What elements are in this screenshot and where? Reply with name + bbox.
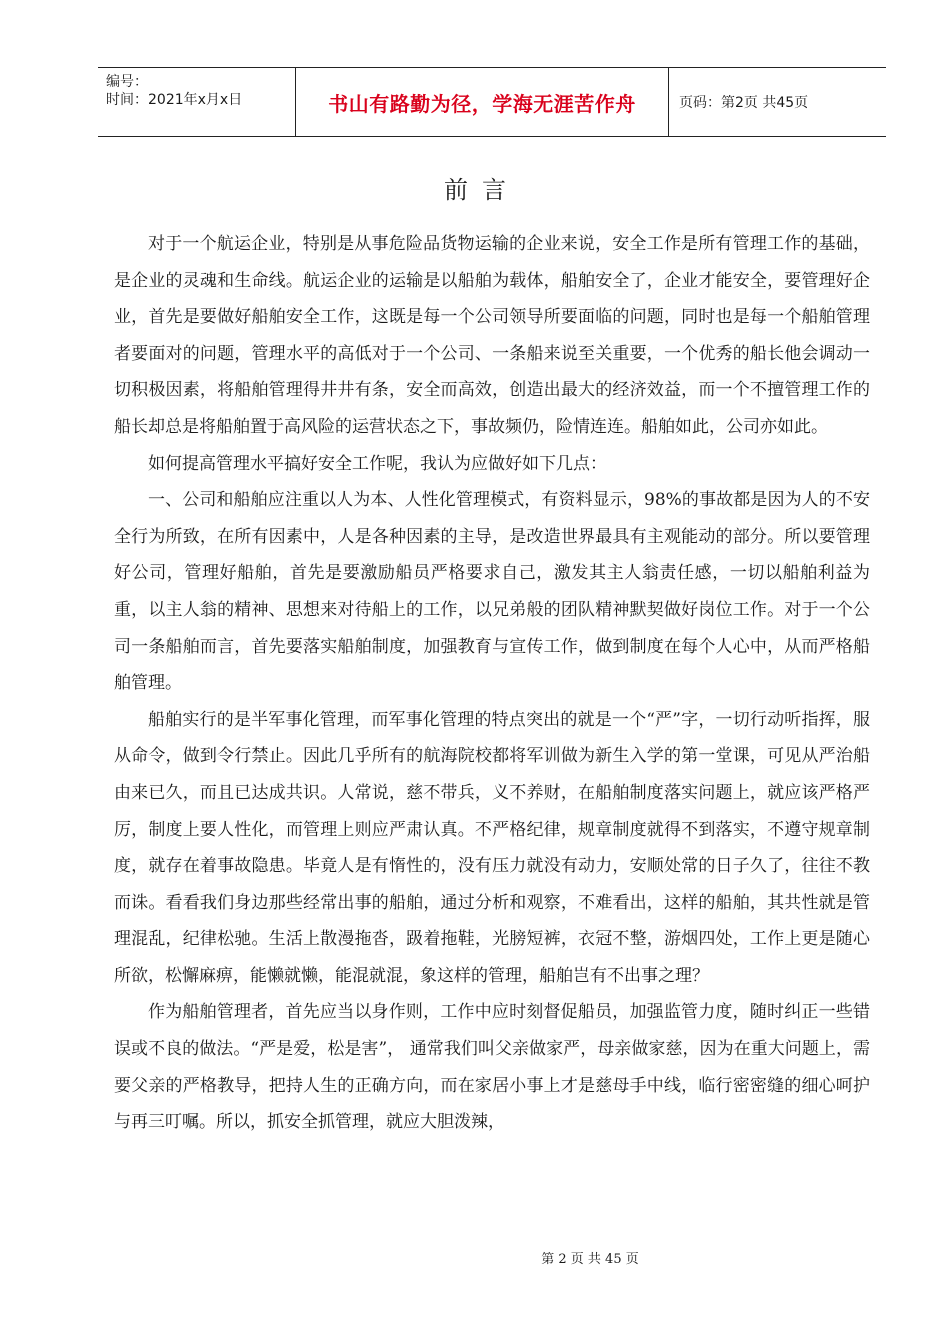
paragraph: 船舶实行的是半军事化管理，而军事化管理的特点突出的就是一个“严”字，一切行动听指挥，服从命令，做到令行禁止。因此几乎所有的航海院校都将军训做为新生入学的第一堂课，可见从严治船由来已久，而且已达成共识。人常说，慈不带兵，义不养财，在船舶制度落实问题上，就应该严格严厉，制度上要人性化，而管理上则应严肃认真。不严格纪律，规章制度就得不到落实，不遵守规章制度，就存在着事故隐患。毕竟人是有惰性的，没有压力就没有动力，安顺处常的日子久了，往往不教而诛。看看我们身边那些经常出事的船舶，通过分析和观察，不难看出，这样的船舶，其共性就是管理混乱，纪律松驰。生活上散漫拖沓，趿着拖鞋，光膀短裤，衣冠不整，游烟四处，工作上更是随心所欲，松懈麻痹，能懒就懒，能混就混，象这样的管理，船舶岂有不出事之理？ xyxy=(114,709,870,986)
header-meta xyxy=(98,68,296,136)
page-footer: 第 2 页 共 45 页 xyxy=(541,1252,639,1267)
document-body xyxy=(114,226,870,1141)
header-motto: 书山有路勤为径，学海无涯苦作舟 xyxy=(296,68,669,136)
document-title: 前言 xyxy=(444,176,520,204)
paragraph: 作为船舶管理者，首先应当以身作则，工作中应时刻督促船员，加强监管力度，随时纠正一些错误或不良的做法。“严是爱，松是害”， 通常我们叫父亲做家严，母亲做家慈，因为在重大问题上，需要父亲的严格教导，把持人生的正确方向，而在家居小事上才是慈母手中线，临行密密缝的细心呵护与再三叮嘱。所以，抓安全抓管理，就应大胆泼辣， xyxy=(114,1002,870,1133)
paragraph: 对于一个航运企业，特别是从事危险品货物运输的企业来说，安全工作是所有管理工作的基础，是企业的灵魂和生命线。航运企业的运输是以船舶为载体，船舶安全了，企业才能安全，要管理好企业，首先是要做好船舶安全工作，这既是每一个公司领导所要面临的问题，同时也是每一个船舶管理者要面对的问题，管理水平的高低对于一个公司、一条船来说至关重要，一个优秀的船长他会调动一切积极因素，将船舶管理得井井有条，安全而高效，创造出最大的经济效益，而一个不擅管理工作的船长却总是将船舶置于高风险的运营状态之下，事故频仍，险情连连。船舶如此，公司亦如此。 xyxy=(114,234,870,437)
paragraph: 如何提高管理水平搞好安全工作呢，我认为应做好如下几点： xyxy=(148,453,607,474)
document-time-label: 时间：2021年x月x日 xyxy=(106,92,243,108)
page-header xyxy=(98,67,886,137)
header-page-info: 页码：第2页 共45页 xyxy=(679,95,809,111)
document-number-label: 编号： xyxy=(106,74,148,90)
paragraph: 一、公司和船舶应注重以人为本、人性化管理模式，有资料显示，98%的事故都是因为人的不安全行为所致，在所有因素中，人是各种因素的主导，是改造世界最具有主观能动的部分。所以要管理好公司，管理好船舶，首先是要激励船员严格要求自己，激发其主人翁责任感，一切以船舶利益为重，以主人翁的精神、思想来对待船上的工作，以兄弟般的团队精神默契做好岗位工作。对于一个公司一条船舶而言，首先要落实船舶制度，加强教育与宣传工作，做到制度在每个人心中，从而严格船舶管理。 xyxy=(114,490,870,694)
